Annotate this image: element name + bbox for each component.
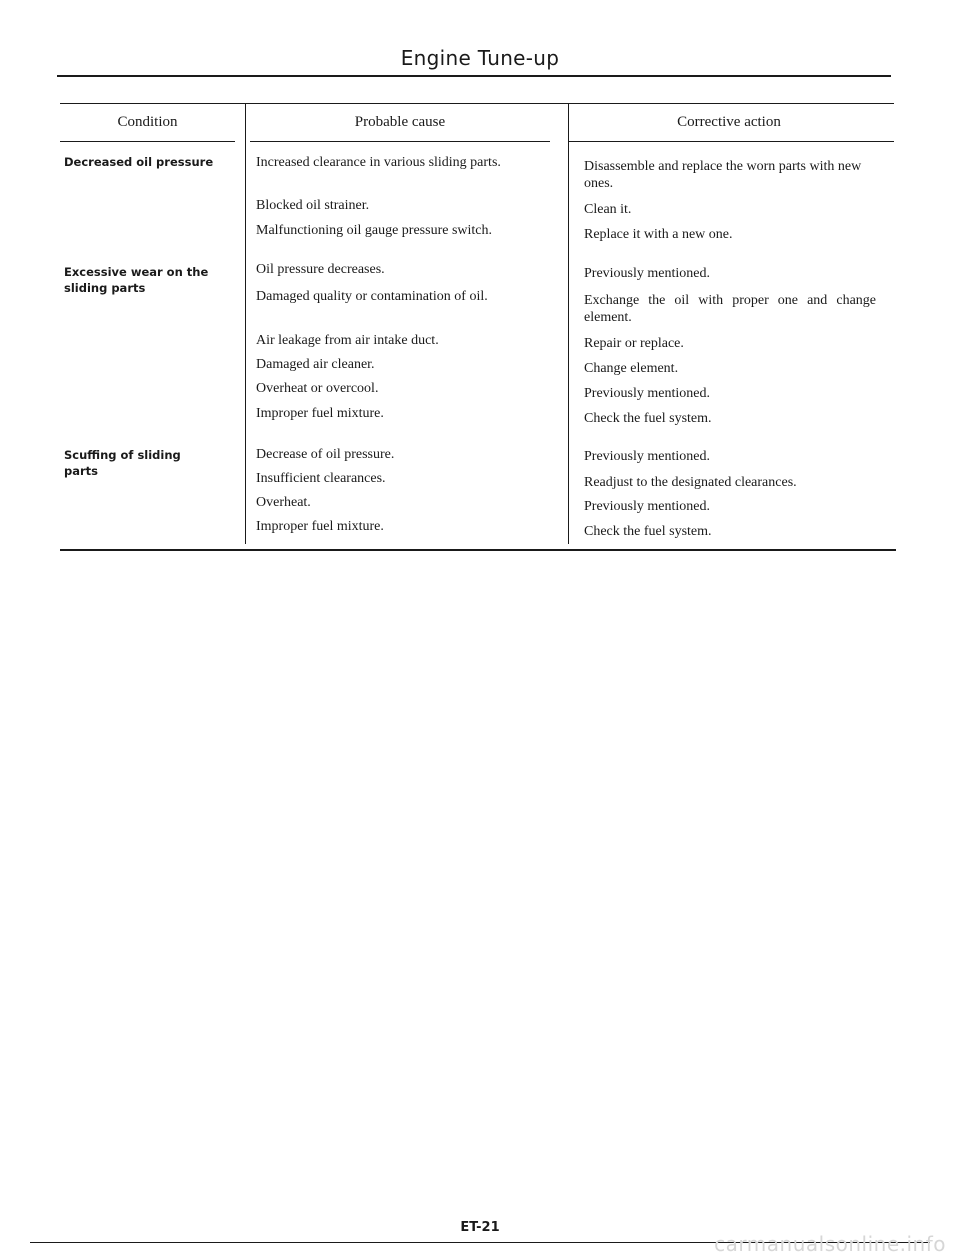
- cause-cell: Damaged air cleaner.: [256, 357, 375, 372]
- action-cell: Check the fuel system.: [584, 411, 712, 426]
- watermark: carmanualsonline.info: [714, 1232, 946, 1256]
- column-header-condition: Condition: [117, 114, 178, 130]
- action-cell: Previously mentioned.: [584, 386, 710, 401]
- column-header-corrective-action: Corrective action: [677, 114, 781, 130]
- table-header-rule: [60, 103, 894, 104]
- page-title: Engine Tune-up: [400, 46, 560, 70]
- cause-cell: Increased clearance in various sliding parts.: [256, 155, 501, 170]
- header-divider: [569, 141, 894, 142]
- action-cell: Change element.: [584, 361, 679, 376]
- action-cell: Previously mentioned.: [584, 449, 710, 464]
- cause-cell: Overheat or overcool.: [256, 381, 379, 396]
- table-bottom-rule: [60, 549, 896, 551]
- condition-cell: Scuffing of sliding parts: [64, 448, 181, 478]
- action-cell: Previously mentioned.: [584, 499, 710, 514]
- action-cell: Disassemble and replace the worn parts with new ones.: [584, 159, 862, 191]
- condition-cell: Excessive wear on the sliding parts: [64, 265, 209, 295]
- condition-cell: Decreased oil pressure: [64, 155, 214, 169]
- header-divider: [60, 141, 235, 142]
- page-number: ET-21: [460, 1220, 500, 1235]
- cause-cell: Oil pressure decreases.: [256, 262, 385, 277]
- action-cell: Repair or replace.: [584, 336, 684, 351]
- action-cell: Clean it.: [584, 202, 632, 217]
- header-divider: [250, 141, 550, 142]
- cause-cell: Air leakage from air intake duct.: [256, 333, 439, 348]
- cause-cell: Decrease of oil pressure.: [256, 447, 395, 462]
- cause-cell: Overheat.: [256, 495, 311, 510]
- action-cell: Readjust to the designated clearances.: [584, 475, 797, 490]
- cause-cell: Malfunctioning oil gauge pressure switch.: [256, 223, 493, 238]
- action-cell: Check the fuel system.: [584, 524, 712, 539]
- cause-cell: Improper fuel mixture.: [256, 406, 384, 421]
- action-cell: Previously mentioned.: [584, 266, 710, 281]
- cause-cell: Insufficient clearances.: [256, 471, 386, 486]
- column-divider: [245, 104, 246, 544]
- cause-cell: Improper fuel mixture.: [256, 519, 384, 534]
- column-header-probable-cause: Probable cause: [354, 114, 446, 130]
- cause-cell: Damaged quality or contamination of oil.: [256, 289, 488, 304]
- top-rule: [57, 75, 891, 77]
- column-divider: [568, 104, 569, 544]
- action-cell: Exchange the oil with proper one and change element.: [584, 293, 876, 325]
- action-cell: Replace it with a new one.: [584, 227, 733, 242]
- cause-cell: Blocked oil strainer.: [256, 198, 370, 213]
